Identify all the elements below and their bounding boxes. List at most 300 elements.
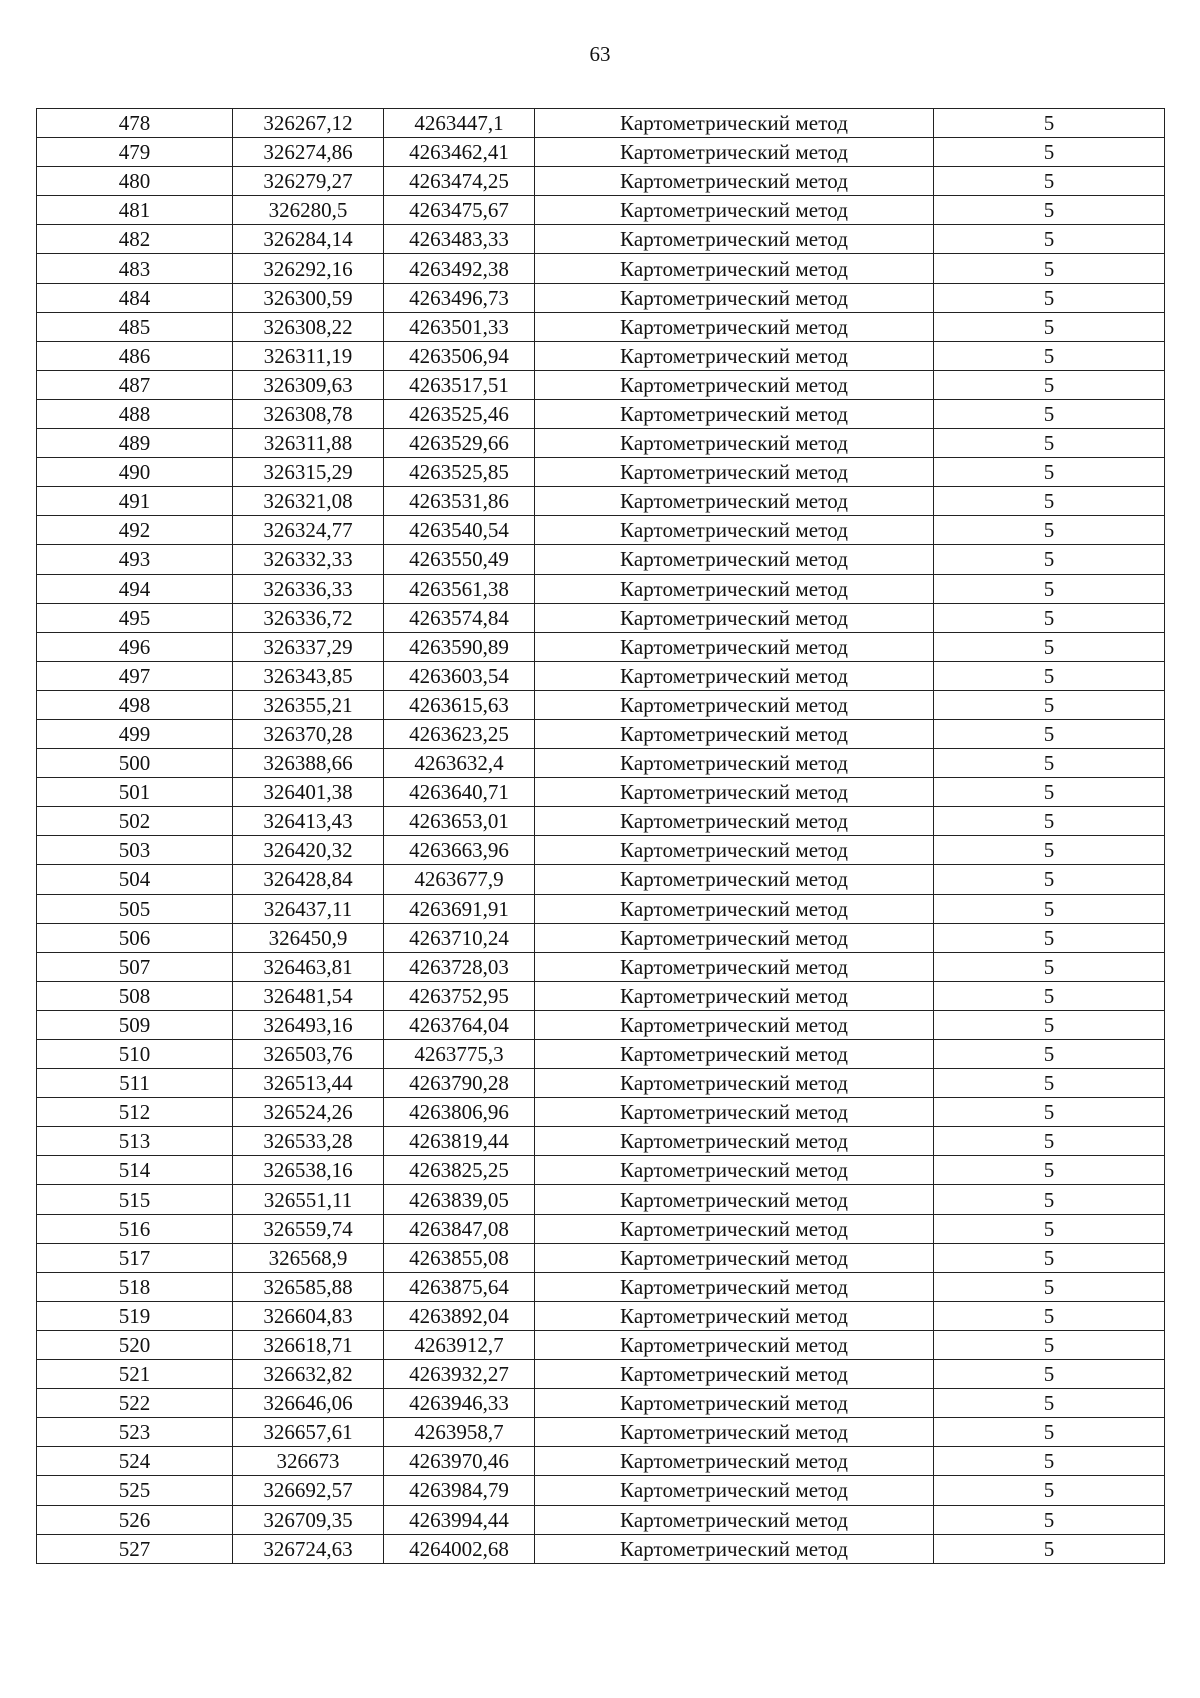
accuracy-cell: 5 [934,952,1165,981]
accuracy-cell: 5 [934,516,1165,545]
point-number-cell: 493 [37,545,233,574]
point-number-cell: 513 [37,1127,233,1156]
point-number-cell: 522 [37,1389,233,1418]
x-coordinate-cell: 326428,84 [233,865,384,894]
table-row [37,632,1165,661]
y-coordinate-cell: 4263623,25 [384,719,535,748]
point-number-cell: 489 [37,429,233,458]
method-cell: Картометрический метод [535,1476,934,1505]
point-number-cell: 497 [37,661,233,690]
table-row [37,283,1165,312]
x-coordinate-cell: 326279,27 [233,167,384,196]
coordinates-table-body [37,109,1165,1564]
table-row [37,1127,1165,1156]
y-coordinate-cell: 4263525,46 [384,399,535,428]
table-row [37,167,1165,196]
point-number-cell: 512 [37,1098,233,1127]
point-number-cell: 491 [37,487,233,516]
y-coordinate-cell: 4263819,44 [384,1127,535,1156]
accuracy-cell: 5 [934,370,1165,399]
y-coordinate-cell: 4263847,08 [384,1214,535,1243]
point-number-cell: 498 [37,690,233,719]
method-cell: Картометрический метод [535,109,934,138]
accuracy-cell: 5 [934,399,1165,428]
table-row [37,1534,1165,1563]
table-row [37,1389,1165,1418]
y-coordinate-cell: 4263728,03 [384,952,535,981]
point-number-cell: 521 [37,1360,233,1389]
accuracy-cell: 5 [934,138,1165,167]
method-cell: Картометрический метод [535,749,934,778]
x-coordinate-cell: 326401,38 [233,778,384,807]
table-row [37,516,1165,545]
table-row [37,196,1165,225]
y-coordinate-cell: 4263550,49 [384,545,535,574]
table-row [37,1301,1165,1330]
y-coordinate-cell: 4263653,01 [384,807,535,836]
x-coordinate-cell: 326513,44 [233,1069,384,1098]
accuracy-cell: 5 [934,865,1165,894]
method-cell: Картометрический метод [535,1534,934,1563]
y-coordinate-cell: 4263640,71 [384,778,535,807]
method-cell: Картометрический метод [535,1418,934,1447]
x-coordinate-cell: 326308,78 [233,399,384,428]
table-row [37,952,1165,981]
x-coordinate-cell: 326337,29 [233,632,384,661]
method-cell: Картометрический метод [535,1301,934,1330]
method-cell: Картометрический метод [535,603,934,632]
accuracy-cell: 5 [934,1010,1165,1039]
table-row [37,487,1165,516]
x-coordinate-cell: 326533,28 [233,1127,384,1156]
accuracy-cell: 5 [934,778,1165,807]
y-coordinate-cell: 4263790,28 [384,1069,535,1098]
table-row [37,138,1165,167]
y-coordinate-cell: 4263912,7 [384,1330,535,1359]
point-number-cell: 520 [37,1330,233,1359]
method-cell: Картометрический метод [535,516,934,545]
accuracy-cell: 5 [934,545,1165,574]
x-coordinate-cell: 326524,26 [233,1098,384,1127]
point-number-cell: 485 [37,312,233,341]
y-coordinate-cell: 4263529,66 [384,429,535,458]
x-coordinate-cell: 326292,16 [233,254,384,283]
method-cell: Картометрический метод [535,1389,934,1418]
point-number-cell: 478 [37,109,233,138]
x-coordinate-cell: 326420,32 [233,836,384,865]
y-coordinate-cell: 4263984,79 [384,1476,535,1505]
point-number-cell: 494 [37,574,233,603]
table-row [37,545,1165,574]
point-number-cell: 482 [37,225,233,254]
point-number-cell: 507 [37,952,233,981]
accuracy-cell: 5 [934,1447,1165,1476]
accuracy-cell: 5 [934,1505,1165,1534]
y-coordinate-cell: 4263462,41 [384,138,535,167]
method-cell: Картометрический метод [535,429,934,458]
x-coordinate-cell: 326355,21 [233,690,384,719]
point-number-cell: 495 [37,603,233,632]
table-row [37,981,1165,1010]
method-cell: Картометрический метод [535,661,934,690]
x-coordinate-cell: 326324,77 [233,516,384,545]
x-coordinate-cell: 326463,81 [233,952,384,981]
page-number: 63 [589,42,611,66]
method-cell: Картометрический метод [535,865,934,894]
method-cell: Картометрический метод [535,167,934,196]
point-number-cell: 514 [37,1156,233,1185]
method-cell: Картометрический метод [535,1447,934,1476]
method-cell: Картометрический метод [535,283,934,312]
table-row [37,1476,1165,1505]
method-cell: Картометрический метод [535,254,934,283]
point-number-cell: 486 [37,341,233,370]
method-cell: Картометрический метод [535,1127,934,1156]
method-cell: Картометрический метод [535,545,934,574]
x-coordinate-cell: 326311,19 [233,341,384,370]
point-number-cell: 502 [37,807,233,836]
x-coordinate-cell: 326437,11 [233,894,384,923]
method-cell: Картометрический метод [535,1156,934,1185]
x-coordinate-cell: 326709,35 [233,1505,384,1534]
accuracy-cell: 5 [934,1360,1165,1389]
table-row [37,1214,1165,1243]
accuracy-cell: 5 [934,1301,1165,1330]
x-coordinate-cell: 326585,88 [233,1272,384,1301]
point-number-cell: 492 [37,516,233,545]
method-cell: Картометрический метод [535,1098,934,1127]
x-coordinate-cell: 326559,74 [233,1214,384,1243]
accuracy-cell: 5 [934,196,1165,225]
y-coordinate-cell: 4263806,96 [384,1098,535,1127]
x-coordinate-cell: 326336,33 [233,574,384,603]
accuracy-cell: 5 [934,1214,1165,1243]
point-number-cell: 479 [37,138,233,167]
accuracy-cell: 5 [934,894,1165,923]
table-row [37,254,1165,283]
method-cell: Картометрический метод [535,1272,934,1301]
table-row [37,749,1165,778]
accuracy-cell: 5 [934,1069,1165,1098]
accuracy-cell: 5 [934,109,1165,138]
accuracy-cell: 5 [934,254,1165,283]
table-row [37,312,1165,341]
point-number-cell: 503 [37,836,233,865]
accuracy-cell: 5 [934,632,1165,661]
accuracy-cell: 5 [934,1243,1165,1272]
point-number-cell: 515 [37,1185,233,1214]
method-cell: Картометрический метод [535,923,934,952]
x-coordinate-cell: 326321,08 [233,487,384,516]
accuracy-cell: 5 [934,690,1165,719]
y-coordinate-cell: 4263946,33 [384,1389,535,1418]
y-coordinate-cell: 4263506,94 [384,341,535,370]
method-cell: Картометрический метод [535,807,934,836]
method-cell: Картометрический метод [535,1185,934,1214]
table-row [37,923,1165,952]
point-number-cell: 516 [37,1214,233,1243]
method-cell: Картометрический метод [535,1243,934,1272]
accuracy-cell: 5 [934,1272,1165,1301]
y-coordinate-cell: 4263775,3 [384,1040,535,1069]
table-row [37,1330,1165,1359]
point-number-cell: 524 [37,1447,233,1476]
point-number-cell: 506 [37,923,233,952]
table-row [37,1418,1165,1447]
x-coordinate-cell: 326388,66 [233,749,384,778]
x-coordinate-cell: 326503,76 [233,1040,384,1069]
x-coordinate-cell: 326315,29 [233,458,384,487]
x-coordinate-cell: 326308,22 [233,312,384,341]
point-number-cell: 487 [37,370,233,399]
point-number-cell: 509 [37,1010,233,1039]
accuracy-cell: 5 [934,1098,1165,1127]
y-coordinate-cell: 4263932,27 [384,1360,535,1389]
accuracy-cell: 5 [934,1185,1165,1214]
point-number-cell: 518 [37,1272,233,1301]
x-coordinate-cell: 326274,86 [233,138,384,167]
table-row [37,109,1165,138]
point-number-cell: 511 [37,1069,233,1098]
method-cell: Картометрический метод [535,1214,934,1243]
point-number-cell: 523 [37,1418,233,1447]
y-coordinate-cell: 4263677,9 [384,865,535,894]
table-row [37,1185,1165,1214]
point-number-cell: 483 [37,254,233,283]
table-row [37,1447,1165,1476]
y-coordinate-cell: 4263691,91 [384,894,535,923]
y-coordinate-cell: 4263615,63 [384,690,535,719]
coordinates-table [36,108,1165,1564]
method-cell: Картометрический метод [535,225,934,254]
table-row [37,1505,1165,1534]
y-coordinate-cell: 4263892,04 [384,1301,535,1330]
point-number-cell: 501 [37,778,233,807]
method-cell: Картометрический метод [535,1069,934,1098]
x-coordinate-cell: 326646,06 [233,1389,384,1418]
method-cell: Картометрический метод [535,1330,934,1359]
x-coordinate-cell: 326618,71 [233,1330,384,1359]
point-number-cell: 481 [37,196,233,225]
x-coordinate-cell: 326311,88 [233,429,384,458]
method-cell: Картометрический метод [535,836,934,865]
x-coordinate-cell: 326481,54 [233,981,384,1010]
table-row [37,1040,1165,1069]
point-number-cell: 499 [37,719,233,748]
table-row [37,574,1165,603]
method-cell: Картометрический метод [535,312,934,341]
accuracy-cell: 5 [934,661,1165,690]
method-cell: Картометрический метод [535,487,934,516]
table-row [37,225,1165,254]
y-coordinate-cell: 4263517,51 [384,370,535,399]
accuracy-cell: 5 [934,1127,1165,1156]
accuracy-cell: 5 [934,1476,1165,1505]
y-coordinate-cell: 4263855,08 [384,1243,535,1272]
accuracy-cell: 5 [934,1418,1165,1447]
y-coordinate-cell: 4263839,05 [384,1185,535,1214]
accuracy-cell: 5 [934,167,1165,196]
method-cell: Картометрический метод [535,1040,934,1069]
point-number-cell: 500 [37,749,233,778]
method-cell: Картометрический метод [535,894,934,923]
y-coordinate-cell: 4263752,95 [384,981,535,1010]
accuracy-cell: 5 [934,574,1165,603]
y-coordinate-cell: 4263475,67 [384,196,535,225]
x-coordinate-cell: 326284,14 [233,225,384,254]
y-coordinate-cell: 4264002,68 [384,1534,535,1563]
y-coordinate-cell: 4263590,89 [384,632,535,661]
x-coordinate-cell: 326309,63 [233,370,384,399]
table-row [37,865,1165,894]
x-coordinate-cell: 326657,61 [233,1418,384,1447]
table-row [37,1360,1165,1389]
point-number-cell: 484 [37,283,233,312]
x-coordinate-cell: 326493,16 [233,1010,384,1039]
x-coordinate-cell: 326267,12 [233,109,384,138]
y-coordinate-cell: 4263474,25 [384,167,535,196]
method-cell: Картометрический метод [535,778,934,807]
y-coordinate-cell: 4263540,54 [384,516,535,545]
table-row [37,429,1165,458]
table-row [37,399,1165,428]
y-coordinate-cell: 4263764,04 [384,1010,535,1039]
table-row [37,370,1165,399]
table-row [37,1098,1165,1127]
table-row [37,807,1165,836]
method-cell: Картометрический метод [535,574,934,603]
x-coordinate-cell: 326300,59 [233,283,384,312]
accuracy-cell: 5 [934,487,1165,516]
point-number-cell: 488 [37,399,233,428]
method-cell: Картометрический метод [535,341,934,370]
method-cell: Картометрический метод [535,1360,934,1389]
point-number-cell: 525 [37,1476,233,1505]
accuracy-cell: 5 [934,458,1165,487]
point-number-cell: 527 [37,1534,233,1563]
x-coordinate-cell: 326551,11 [233,1185,384,1214]
accuracy-cell: 5 [934,341,1165,370]
accuracy-cell: 5 [934,836,1165,865]
y-coordinate-cell: 4263561,38 [384,574,535,603]
table-row [37,1243,1165,1272]
x-coordinate-cell: 326336,72 [233,603,384,632]
point-number-cell: 496 [37,632,233,661]
accuracy-cell: 5 [934,923,1165,952]
x-coordinate-cell: 326413,43 [233,807,384,836]
point-number-cell: 510 [37,1040,233,1069]
x-coordinate-cell: 326538,16 [233,1156,384,1185]
method-cell: Картометрический метод [535,138,934,167]
y-coordinate-cell: 4263632,4 [384,749,535,778]
table-row [37,836,1165,865]
table-row [37,661,1165,690]
y-coordinate-cell: 4263492,38 [384,254,535,283]
point-number-cell: 480 [37,167,233,196]
x-coordinate-cell: 326604,83 [233,1301,384,1330]
accuracy-cell: 5 [934,1330,1165,1359]
point-number-cell: 508 [37,981,233,1010]
method-cell: Картометрический метод [535,370,934,399]
y-coordinate-cell: 4263501,33 [384,312,535,341]
y-coordinate-cell: 4263531,86 [384,487,535,516]
table-row [37,1156,1165,1185]
x-coordinate-cell: 326343,85 [233,661,384,690]
point-number-cell: 504 [37,865,233,894]
point-number-cell: 517 [37,1243,233,1272]
y-coordinate-cell: 4263525,85 [384,458,535,487]
accuracy-cell: 5 [934,312,1165,341]
y-coordinate-cell: 4263875,64 [384,1272,535,1301]
table-row [37,690,1165,719]
y-coordinate-cell: 4263663,96 [384,836,535,865]
accuracy-cell: 5 [934,807,1165,836]
y-coordinate-cell: 4263496,73 [384,283,535,312]
table-row [37,341,1165,370]
table-row [37,1272,1165,1301]
accuracy-cell: 5 [934,429,1165,458]
x-coordinate-cell: 326332,33 [233,545,384,574]
x-coordinate-cell: 326673 [233,1447,384,1476]
x-coordinate-cell: 326632,82 [233,1360,384,1389]
method-cell: Картометрический метод [535,1010,934,1039]
method-cell: Картометрический метод [535,690,934,719]
accuracy-cell: 5 [934,1040,1165,1069]
y-coordinate-cell: 4263483,33 [384,225,535,254]
table-row [37,603,1165,632]
x-coordinate-cell: 326450,9 [233,923,384,952]
y-coordinate-cell: 4263603,54 [384,661,535,690]
table-row [37,894,1165,923]
accuracy-cell: 5 [934,1534,1165,1563]
point-number-cell: 526 [37,1505,233,1534]
method-cell: Картометрический метод [535,458,934,487]
y-coordinate-cell: 4263574,84 [384,603,535,632]
method-cell: Картометрический метод [535,399,934,428]
method-cell: Картометрический метод [535,196,934,225]
y-coordinate-cell: 4263710,24 [384,923,535,952]
point-number-cell: 490 [37,458,233,487]
accuracy-cell: 5 [934,603,1165,632]
accuracy-cell: 5 [934,981,1165,1010]
method-cell: Картометрический метод [535,719,934,748]
accuracy-cell: 5 [934,1156,1165,1185]
y-coordinate-cell: 4263825,25 [384,1156,535,1185]
method-cell: Картометрический метод [535,632,934,661]
table-row [37,1010,1165,1039]
y-coordinate-cell: 4263958,7 [384,1418,535,1447]
method-cell: Картометрический метод [535,952,934,981]
y-coordinate-cell: 4263994,44 [384,1505,535,1534]
accuracy-cell: 5 [934,225,1165,254]
point-number-cell: 505 [37,894,233,923]
table-row [37,778,1165,807]
x-coordinate-cell: 326692,57 [233,1476,384,1505]
x-coordinate-cell: 326280,5 [233,196,384,225]
table-row [37,719,1165,748]
table-row [37,458,1165,487]
x-coordinate-cell: 326724,63 [233,1534,384,1563]
method-cell: Картометрический метод [535,981,934,1010]
accuracy-cell: 5 [934,749,1165,778]
x-coordinate-cell: 326568,9 [233,1243,384,1272]
x-coordinate-cell: 326370,28 [233,719,384,748]
table-row [37,1069,1165,1098]
accuracy-cell: 5 [934,719,1165,748]
y-coordinate-cell: 4263447,1 [384,109,535,138]
accuracy-cell: 5 [934,283,1165,312]
y-coordinate-cell: 4263970,46 [384,1447,535,1476]
